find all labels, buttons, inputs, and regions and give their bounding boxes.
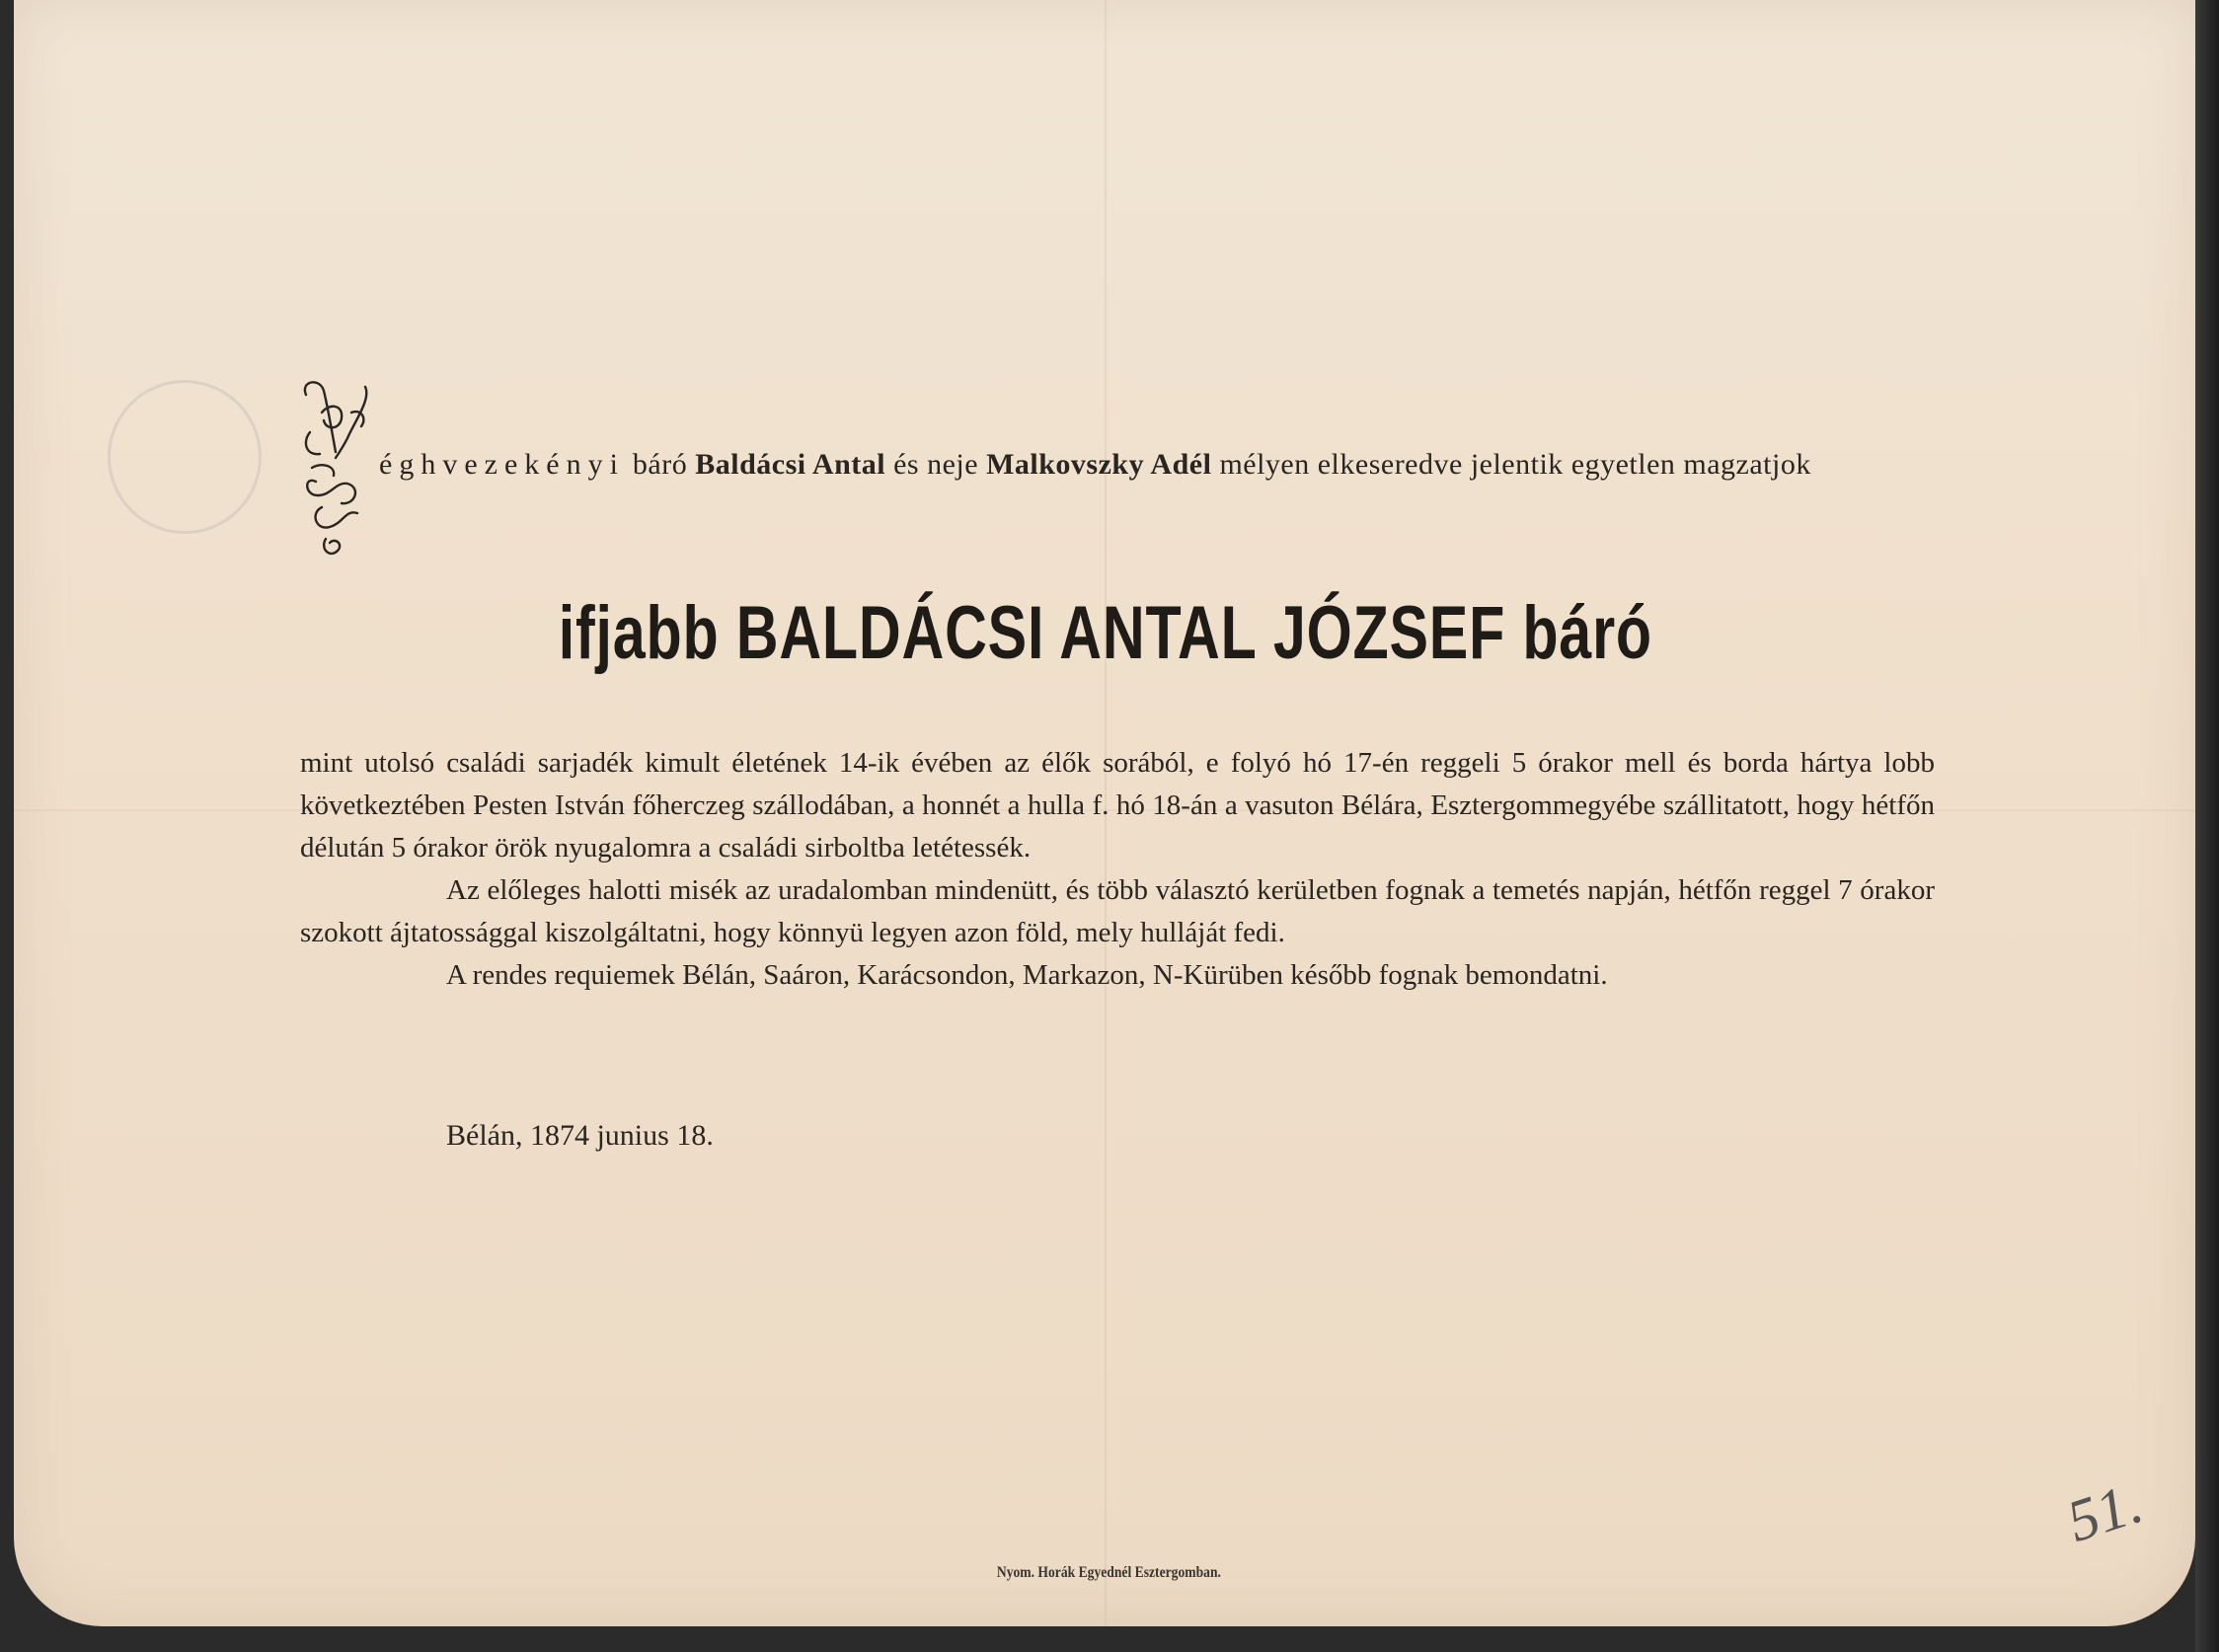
place-and-date: Bélán, 1874 junius 18. (446, 1119, 714, 1152)
mother-name: Malkovszky Adél (986, 448, 1212, 481)
deceased-name-title: ifjabb BALDÁCSI ANTAL JÓZSEF báró (558, 591, 1652, 675)
intro-text-3: mélyen elkeseredve jelentik egyetlen magzatjok (1219, 448, 1811, 481)
faded-library-stamp (108, 380, 262, 534)
printer-imprint: Nyom. Horák Egyednél Esztergomban. (996, 1564, 1221, 1581)
body-paragraph-1: mint utolsó családi sarjadék kimult életének 14-ik évében az élők sorából, e folyó hó 17-én reggeli 5 órakor mell és borda hártya lobb következtében Pesten István főherczeg szállodában, a honnét a hulla f. hó 18-án a vasuton Bélára, Esztergommegyébe szállitatott, hogy hétfőn délután 5 órakor örök nyugalomra a családi sirboltba letétessék. (300, 747, 1935, 864)
ornamental-initial-v-icon (296, 373, 375, 570)
body-paragraph-3: A rendes requiemek Bélán, Saáron, Karácsondon, Markazon, N-Kürüben később fognak bemondatni. (446, 959, 1608, 991)
father-name: Baldácsi Antal (695, 448, 886, 481)
intro-text-1: báró (632, 448, 688, 481)
announcement-intro (379, 442, 1939, 488)
dark-page-edge (2195, 0, 2219, 1652)
body-paragraph-2: Az előleges halotti misék az uradalomban mindenütt, és több választó kerületben fognak a temetés napján, hétfőn reggel 7 órakor szokott ájtatossággal kiszolgáltatni, hogy könnyü legyen azon föld, mely hulláját fedi. (300, 874, 1935, 948)
intro-initial-rest: éghvezekényi (379, 448, 625, 481)
notice-body (300, 742, 1935, 997)
pencil-archive-number: 51. (2059, 1469, 2151, 1554)
intro-text-2: és neje (893, 448, 979, 481)
